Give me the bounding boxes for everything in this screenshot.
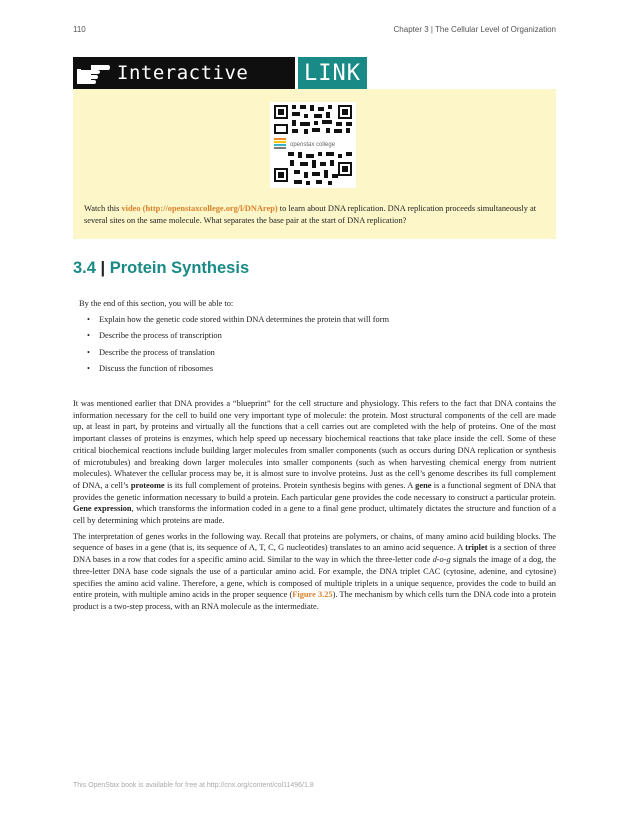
section-name: Protein Synthesis [109,259,250,277]
p2-text-b: is a section of three DNA bases in a row that codes for a specific amino acid. Similar to the way in which the three-letter code [73,543,556,565]
objective-item: • Describe the process of translation [79,347,549,358]
section-number: 3.4 [73,259,96,277]
page-number: 110 [73,25,86,34]
running-head: Chapter 3 | The Cellular Level of Organization [393,25,556,34]
learning-objectives [79,299,549,379]
section-title [73,259,249,278]
banner-title: Interactive [117,62,249,84]
p2-text-d: ). The mechanism by which cells turn the DNA code into a protein product is a two-step process, with an RNA molecule as the intermediate. [73,590,556,611]
term-triplet: triplet [465,543,488,553]
objectives-intro: By the end of this section, you will be able to: [79,299,234,308]
body-paragraph-1 [73,398,556,527]
term-gene: gene [415,480,432,490]
pointing-hand-icon [77,61,111,85]
objective-item: • Explain how the genetic code stored within DNA determines the protein that will form [79,314,549,325]
p1-text-c: is a functional segment of DNA that provides the genetic information necessary to build a protein. Each particular gene provides the code necessary to construct a particular protein. [73,480,556,502]
qr-caption: openstax college [290,142,336,148]
term-gene-expression: Gene expression [73,504,132,514]
banner-dark-panel [73,57,295,89]
body-paragraph-2 [73,531,556,613]
figure-reference-link[interactable]: Figure 3.25 [292,590,333,600]
video-link[interactable]: video (http://openstaxcollege.org/l/DNArep) [121,204,278,213]
link-text-after: to learn about DNA replication. DNA replication proceeds simultaneously at several sites on the same molecule. What separates the base pair at the start of DNA replication? [84,204,537,225]
objectives-list [79,314,549,374]
footer: This OpenStax book is available for free at http://cnx.org/content/col11496/1.8 [73,782,314,789]
term-proteome: proteome [130,480,165,490]
interactive-link-banner [73,57,367,89]
body-text [73,398,556,617]
qr-code-icon[interactable] [270,102,356,188]
link-text-before: Watch this [84,204,122,213]
p1-text-b: is its full complement of proteins. Protein synthesis begins with genes. A [164,480,416,490]
banner-link-label: LINK [295,57,367,89]
objective-item: • Discuss the function of ribosomes [79,363,549,374]
italic-dog: d-o-g [432,555,451,565]
p2-text-c: signals the image of a dog, the three-letter DNA base code signals the use of a particular amino acid. For example, the DNA triplet CAC (cytosine, adenine, and cytosine) specifies the amino acid valine. Therefore, a gene, which is composed of multiple triplets in a unique sequence, provides the code to build an entire protein, with multiple amino acids in the proper sequence ( [73,555,556,600]
p1-text-a: It was mentioned earlier that DNA provides a “blueprint” for the cell structure and physiology. This refers to the fact that DNA contains the information necessary for the cell to build one very important type of molecule: the protein. Most structural components of the cell are made up, at least in part, by proteins and virtually all the functions that a cell carries out are completed with the help of proteins. One of the most important classes of proteins is enzymes, which help speed up necessary biochemical reactions that take place inside the cell. Some of these critical biochemical reactions include building larger molecules from smaller components (such as occurs during DNA replication or synthesis of microtubules) and breaking down larger molecules into smaller components (such as when harvesting chemical energy from nutrient molecules). Whatever the cellular process may be, it is almost sure to involve proteins. Just as the cell’s genome describes its full complement of DNA, a cell’s [73,399,556,490]
section-separator: | [100,259,106,277]
p2-text-a: The interpretation of genes works in the following way. Recall that proteins are polymers, or chains, of many amino acid building blocks. The sequence of bases in a gene (that is, its sequence of A, T, C, G nucleotides) translates to an amino acid sequence. A [73,531,556,553]
p1-text-d: , which transforms the information coded in a gene to a final gene product, ultimately dictates the structure and function of a cell by determining which proteins are made. [73,504,556,526]
objective-item: • Describe the process of transcription [79,330,549,341]
link-box-text [84,203,550,226]
